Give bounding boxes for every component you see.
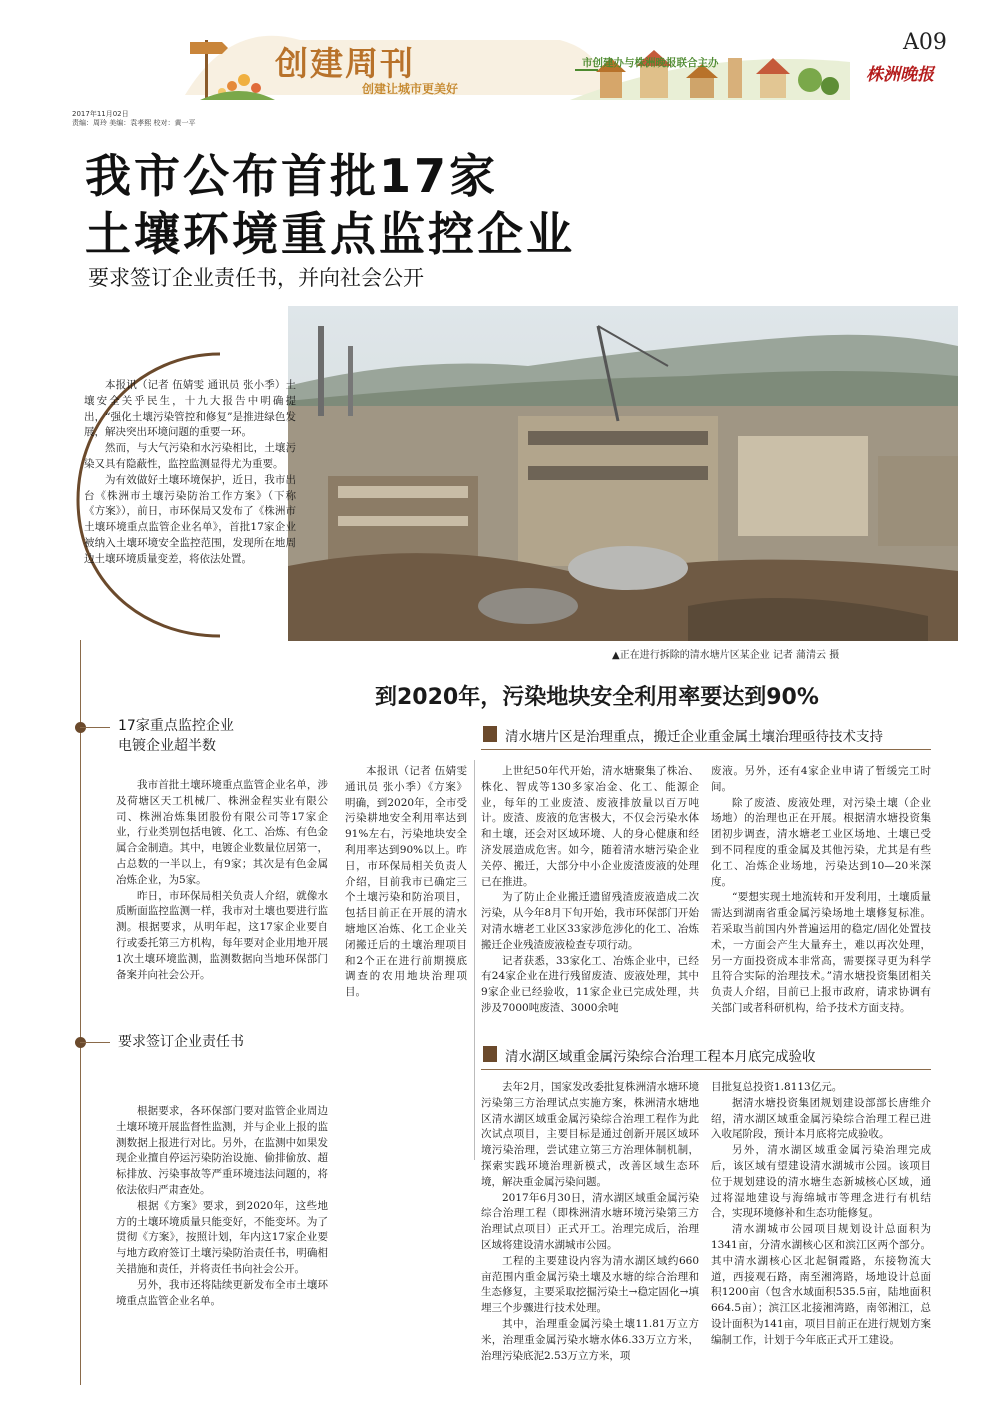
subhead-line: 17家重点监控企业 — [118, 718, 234, 734]
right-column-d — [711, 1080, 931, 1349]
left-rail-line — [80, 640, 81, 1385]
paragraph: 除了废渣、废液处理，对污染土壤（企业场地）的治理也正在开展。根据清水塘投资集团初步调查，清水塘老工业区场地、土壤已受到不同程度的重金属及其他污染，尤其是有些化工、冶炼企业场地，污染达到10—20米深度。 — [711, 796, 931, 888]
issue-date: 2017年11月02日 — [72, 110, 129, 118]
photo-caption: ▲正在进行拆除的清水塘片区某企业 记者 蒲清云 摄 — [612, 650, 840, 661]
lead-paragraph: 为有效做好土壤环境保护，近日，我市出台《株洲市土壤污染防治工作方案》（下称《方案》），前日，市环保局又发布了《株洲市土壤环境重点监管企业名单》，首批17家企业被纳入土壤环境安全监控范围，发现所在地周边土壤环境质量变差，将依法处置。 — [84, 473, 296, 565]
right-column-b — [711, 764, 931, 1017]
right-column-a — [481, 764, 699, 1017]
newspaper-logo: 株洲晚报 — [866, 65, 934, 85]
column-brand: 创建周刊 — [275, 44, 415, 83]
page-number: A09 — [903, 30, 947, 55]
paragraph: 据清水塘投资集团规划建设部部长唐维介绍，清水湖区域重金属污染综合治理工程已进入收尾阶段，预计本月底将完成验收。 — [711, 1096, 931, 1141]
left-column-1 — [116, 778, 328, 983]
subhead-responsibility: 要求签订企业责任书 — [118, 1034, 244, 1050]
middle-column — [345, 764, 467, 1001]
headline-deck: 要求签订企业责任书，并向社会公开 — [88, 266, 424, 290]
label-bar-icon — [483, 726, 497, 742]
label-rule — [481, 749, 931, 750]
label-bar-icon — [483, 1046, 497, 1062]
paragraph: “要想实现土地流转和开发利用，土壤质量需达到湖南省重金属污染场地土壤修复标准。若采取当前国内外普遍运用的稳定/固化处置技术，一方面会产生大量弃土，难以再次处理，另一方面投资成本非常高，需要探寻更为科学且符合实际的治理技术。”清水塘投资集团相关负责人介绍，目前已上报市政府，请求协调有关部门或者科研机构，给予技术方面支持。 — [711, 891, 931, 1014]
paragraph: 去年2月，国家发改委批复株洲清水塘环境污染第三方治理试点实施方案，株洲清水塘地区清水湖区域重金属污染综合治理工程作为此次试点项目，主要目标是通过创新开展区域环境污染治理，尝试建立第三方治理体制机制，探索实践环境治理新模式，改善区域生态环境，解决重金属污染问题。 — [481, 1081, 699, 1188]
paragraph: 工程的主要建设内容为清水湖区域约660亩范围内重金属污染土壤及水塘的综合治理和生态修复，主要采取挖掘污染土→稳定固化→填埋三个步骤进行技术处理。 — [481, 1254, 699, 1315]
co-host-slogan: 市创建办与株洲晚报联合主办 — [582, 57, 719, 69]
paragraph: 废液。另外，还有4家企业申请了暂缓完工时间。 — [711, 765, 931, 793]
section-headline: 到2020年，污染地块安全利用率要达到90% — [375, 685, 819, 710]
paragraph: 昨日，市环保局相关负责人介绍，就像水质断面监控监测一样，我市对土壤也要进行监测。根据要求，从明年起，这17家企业要自行或委托第三方机构，每年要对企业用地开展1次土壤环境监测，监测数据向当地环保部门备案并向社会公开。 — [116, 889, 328, 981]
section-label-qingshuitang: 清水塘片区是治理重点，搬迁企业重金属土壤治理亟待技术支持 — [505, 729, 883, 745]
subhead-line: 电镀企业超半数 — [118, 738, 216, 754]
paragraph: 我市首批土壤环境重点监管企业名单，涉及荷塘区天工机械厂、株洲金程实业有限公司、株洲冶炼集团股份有限公司等17家企业，行业类别包括电镀、化工、冶炼、有色金属合金制造。其中，电镀企业数量位居第一，占总数的一半以上，有9家；其次是有色金属冶炼企业，为5家。 — [116, 779, 328, 886]
editor-credits: 责编：周玲 美编：袁孝熙 校对：黄一平 — [72, 119, 196, 127]
rail-tick — [80, 1042, 110, 1043]
rail-tick — [80, 727, 110, 728]
paragraph: 另外，我市还将陆续更新发布全市土壤环境重点监管企业名单。 — [116, 1278, 328, 1307]
masthead — [0, 0, 986, 110]
date-editor-line — [72, 110, 195, 128]
column-brand-subtitle: 创建让城市更美好 — [362, 82, 459, 96]
news-photo — [288, 306, 958, 641]
paragraph: 记者获悉，33家化工、冶炼企业中，已经有24家企业在进行残留废渣、废液处理，其中9家企业已经验收，11家企业已完成处理，共涉及7000吨废渣、3000余吨 — [481, 954, 699, 1014]
lead-paragraph: 然而，与大气污染和水污染相比，土壤污染又具有隐蔽性，监控监测显得尤为重要。 — [84, 442, 296, 470]
paragraph: 目批复总投资1.8113亿元。 — [711, 1081, 843, 1093]
demolition-site-image — [288, 306, 958, 641]
paragraph: 为了防止企业搬迁遗留残渣废液造成二次污染，从今年8月下旬开始，我市环保部门开始对清水塘老工业区33家涉危涉化的化工、冶炼搬迁企业残渣废液检查专项行动。 — [481, 891, 699, 951]
paragraph: 2017年6月30日，清水湖区域重金属污染综合治理工程（即株洲清水塘环境污染第三方治理试点项目）正式开工。治理完成后，治理区域将建设清水湖城市公园。 — [481, 1191, 699, 1251]
lead-paragraph: 本报讯（记者 伍婧雯 通讯员 张小季）土壤安全关乎民生，十九大报告中明确提出，“强化土壤污染管控和修复”是推进绿色发展，解决突出环境问题的重要一环。 — [84, 379, 296, 439]
headline-line-1: 我市公布首批17家 — [85, 149, 499, 203]
paragraph: 清水湖城市公园项目规划设计总面积为1341亩，分清水湖核心区和滨江区两个部分。其中清水湖核心区北起铜霞路，东接物流大道，西接观石路，南至湘湾路，场地设计总面积1200亩（包含水域面积535.5亩，陆地面积664.5亩）；滨江区北接湘湾路，南邻湘江，总设计面积为141亩，项目目前正在进行规划方案编制工作，计划于今年底正式开工建设。 — [711, 1223, 931, 1346]
subhead-monitoring — [118, 716, 234, 756]
masthead-illustration — [0, 0, 986, 110]
paragraph: 根据《方案》要求，到2020年，这些地方的土壤环境质量只能变好，不能变坏。为了贯彻《方案》，按照计划，年内这17家企业要与地方政府签订土壤污染防治责任书，明确相关措施和责任，并将责任书向社会公开。 — [116, 1199, 328, 1275]
label-rule — [481, 1069, 931, 1070]
paragraph: 其中，治理重金属污染土壤11.81万立方米，治理重金属污染水塘水体6.33万立方米，治理污染底泥2.53万立方米，项 — [481, 1317, 699, 1362]
column-rule — [474, 760, 475, 1160]
lead-paragraphs — [84, 378, 296, 568]
paragraph: 另外，清水湖区域重金属污染治理完成后，该区域有望建设清水湖城市公园。该项目位于规划建设的清水塘生态新城核心区域，通过将湿地建设与海绵城市等理念进行有机结合，实现环境修补和生态功能修复。 — [711, 1144, 931, 1220]
paragraph: 上世纪50年代开始，清水塘聚集了株冶、株化、智成等130多家冶金、化工、能源企业，每年的工业废渣、废液排放量以百万吨计。废渣、废液的危害极大，不仅会污染水体和土壤，还会对区域环境、人的身心健康和经济发展造成危害。如今，随着清水塘污染企业关停、搬迁，大部分中小企业废渣废液的处理已在推进。 — [481, 765, 699, 888]
headline-line-2: 土壤环境重点监控企业 — [85, 207, 575, 261]
left-column-2 — [116, 1104, 328, 1309]
paragraph: 本报讯（记者 伍婧雯 通讯员 张小季）《方案》明确，到2020年，全市受污染耕地安全利用率达到91%左右，污染地块安全利用率达到90%以上。昨日，市环保局相关负责人介绍，目前我市已确定三个土壤污染和防治项目，包括目前正在开展的清水塘地区冶炼、化工企业关闭搬迁后的土壤治理项目和2个正在进行前期摸底调查的农用地块治理项目。 — [345, 765, 467, 999]
right-column-c — [481, 1080, 699, 1364]
section-label-qingshuihu: 清水湖区域重金属污染综合治理工程本月底完成验收 — [505, 1049, 816, 1065]
paragraph: 根据要求，各环保部门要对监管企业周边土壤环境开展监督性监测，并与企业上报的监测数据上报进行对比。另外，在监测中如果发现企业擅自停运污染防治设施、偷排偷放、超标排放、污染事故等严重环境违法问题的，将依法依归严肃查处。 — [116, 1105, 328, 1196]
